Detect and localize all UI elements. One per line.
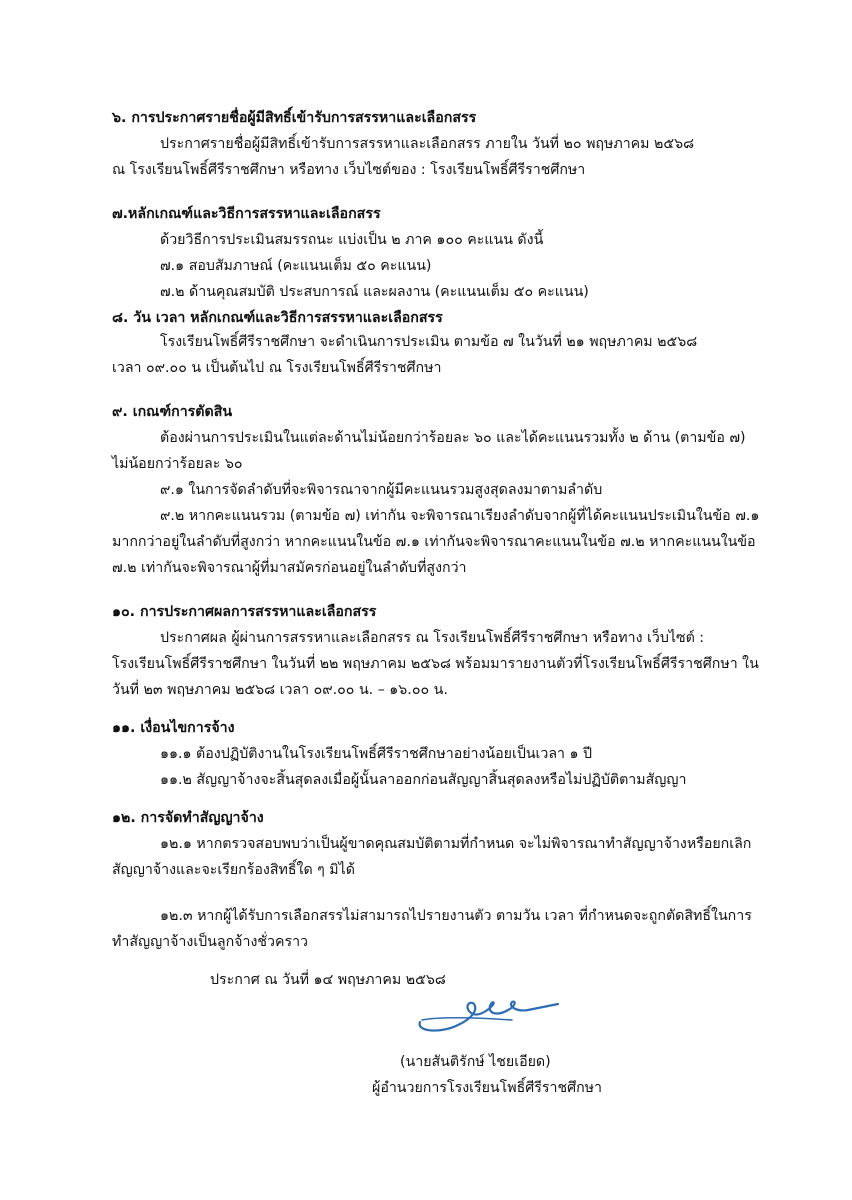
section-10-text: โรงเรียนโพธิ์ศีรีราชศึกษา ในวันที่ ๒๒ พฤษภาคม ๒๕๖๘ พร้อมมารายงานตัวที่โรงเรียนโพธิ์ศีรีราชศึกษา ใน <box>112 656 759 672</box>
signer-name: (นายสันติรักษ์ ไชยเอียด) <box>400 1054 551 1070</box>
section-12-heading: ๑๒. การจัดทำสัญญาจ้าง <box>112 810 264 826</box>
section-9-item: ๙.๒ หากคะแนนรวม (ตามข้อ ๗) เท่ากัน จะพิจารณาเรียงลำดับจากผู้ที่ได้คะแนนประเมินในข้อ ๗.๑ <box>160 508 760 524</box>
section-8-text: โรงเรียนโพธิ์ศีรีราชศึกษา จะดำเนินการประเมิน ตามข้อ ๗ ในวันที่ ๒๑ พฤษภาคม ๒๕๖๘ <box>160 334 698 350</box>
section-12-item: ๑๒.๑ หากตรวจสอบพบว่าเป็นผู้ขาดคุณสมบัติตามที่กำหนด จะไม่พิจารณาทำสัญญาจ้างหรือยกเลิก <box>160 836 752 852</box>
section-9-text: ไม่น้อยกว่าร้อยละ ๖๐ <box>112 456 243 472</box>
section-10-text: ประกาศผล ผู้ผ่านการสรรหาและเลือกสรร ณ โรงเรียนโพธิ์ศีรีราชศึกษา หรือทาง เว็บไซต์ : <box>160 630 705 646</box>
section-7-item: ๗.๑ สอบสัมภาษณ์ (คะแนนเต็ม ๕๐ คะแนน) <box>160 258 432 274</box>
section-8-heading: ๘. วัน เวลา หลักเกณฑ์และวิธีการสรรหาและเลือกสรร <box>112 310 443 326</box>
announcement-date: ประกาศ ณ วันที่ ๑๔ พฤษภาคม ๒๕๖๘ <box>210 972 446 988</box>
section-11-item: ๑๑.๒ สัญญาจ้างจะสิ้นสุดลงเมื่อผู้นั้นลาออกก่อนสัญญาสิ้นสุดลงหรือไม่ปฏิบัติตามสัญญา <box>160 772 687 788</box>
section-11-heading: ๑๑. เงื่อนไขการจ้าง <box>112 720 235 736</box>
section-9-item: มากกว่าอยู่ในลำดับที่สูงกว่า หากคะแนนในข้อ ๗.๑ เท่ากันจะพิจารณาคะแนนในข้อ ๗.๒ หากคะแนนในข้อ <box>112 534 756 550</box>
section-6-text: ณ โรงเรียนโพธิ์ศีรีราชศึกษา หรือทาง เว็บไซต์ของ : โรงเรียนโพธิ์ศีรีราชศึกษา <box>112 162 586 178</box>
section-12-item: สัญญาจ้างและจะเรียกร้องสิทธิ์ใด ๆ มิได้ <box>112 862 355 878</box>
section-7-text: ด้วยวิธีการประเมินสมรรถนะ แบ่งเป็น ๒ ภาค ๑๐๐ คะแนน ดังนี้ <box>160 232 544 248</box>
section-10-heading: ๑๐. การประกาศผลการสรรหาและเลือกสรร <box>112 604 377 620</box>
section-10-text: วันที่ ๒๓ พฤษภาคม ๒๕๖๘ เวลา ๐๙.๐๐ น. – ๑๖.๐๐ น. <box>112 682 448 698</box>
signer-title: ผู้อำนวยการโรงเรียนโพธิ์ศีรีราชศึกษา <box>372 1080 602 1096</box>
section-9-text: ต้องผ่านการประเมินในแต่ละด้านไม่น้อยกว่าร้อยละ ๖๐ และได้คะแนนรวมทั้ง ๒ ด้าน (ตามข้อ ๗) <box>160 430 746 446</box>
section-9-item: ๗.๒ เท่ากันจะพิจารณาผู้ที่มาสมัครก่อนอยู่ในลำดับที่สูงกว่า <box>112 560 467 576</box>
section-7-heading: ๗.หลักเกณฑ์และวิธีการสรรหาและเลือกสรร <box>112 206 381 222</box>
section-6-heading: ๖. การประกาศรายชื่อผู้มีสิทธิ์เข้ารับการสรรหาและเลือกสรร <box>112 110 477 126</box>
section-12-item: ๑๒.๓ หากผู้ได้รับการเลือกสรรไม่สามารถไปรายงานตัว ตามวัน เวลา ที่กำหนดจะถูกตัดสิทธิ์ในการ <box>160 908 752 924</box>
section-12-item: ทำสัญญาจ้างเป็นลูกจ้างชั่วคราว <box>112 934 309 950</box>
signature-image <box>412 990 562 1040</box>
section-6-text: ประกาศรายชื่อผู้มีสิทธิ์เข้ารับการสรรหาและเลือกสรร ภายใน วันที่ ๒๐ พฤษภาคม ๒๕๖๘ <box>160 136 695 152</box>
section-7-item: ๗.๒ ด้านคุณสมบัติ ประสบการณ์ และผลงาน (คะแนนเต็ม ๕๐ คะแนน) <box>160 284 589 300</box>
section-9-item: ๙.๑ ในการจัดลำดับที่จะพิจารณาจากผู้มีคะแนนรวมสูงสุดลงมาตามลำดับ <box>160 482 603 498</box>
section-8-text: เวลา ๐๙.๐๐ น เป็นต้นไป ณ โรงเรียนโพธิ์ศีรีราชศึกษา <box>112 360 442 376</box>
section-11-item: ๑๑.๑ ต้องปฏิบัติงานในโรงเรียนโพธิ์ศีรีราชศึกษาอย่างน้อยเป็นเวลา ๑ ปี <box>160 746 593 762</box>
section-9-heading: ๙. เกณฑ์การตัดสิน <box>112 404 233 420</box>
